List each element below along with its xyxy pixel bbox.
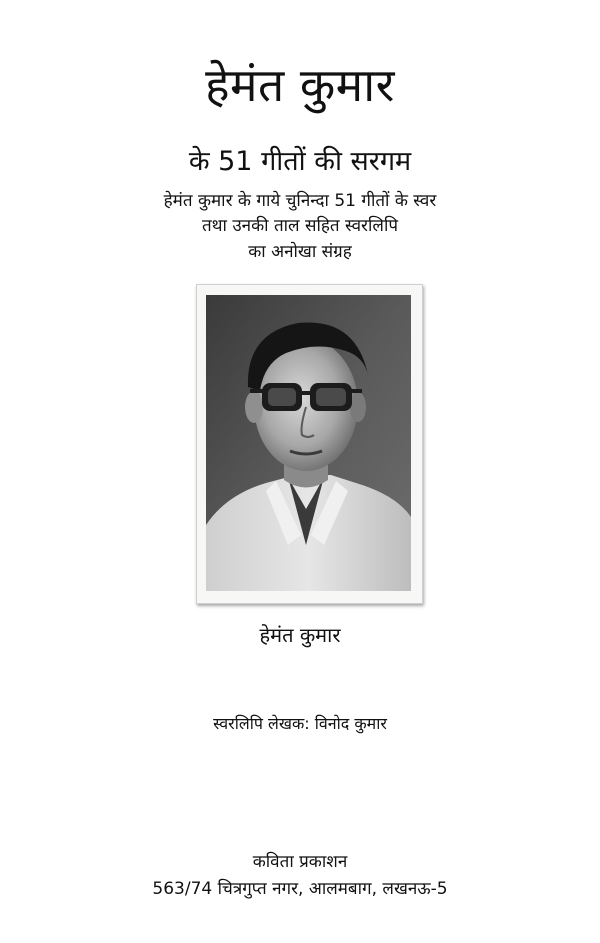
photo-caption: हेमंत कुमार [259, 623, 341, 647]
portrait-image [206, 295, 411, 591]
portrait-photo [196, 284, 423, 604]
book-subtitle: के 51 गीतों की सरगम [188, 146, 412, 177]
description-line-2: तथा उनकी ताल सहित स्वरलिपि [201, 216, 399, 236]
publisher-name: कविता प्रकाशन [252, 852, 348, 872]
description-line-1: हेमंत कुमार के गाये चुनिन्दा 51 गीतों के स्वर [163, 191, 437, 211]
publisher-address: 563/74 चित्रगुप्त नगर, आलमबाग, लखनऊ-5 [152, 879, 448, 899]
description-line-3: का अनोखा संग्रह [248, 242, 352, 262]
notation-author: स्वरलिपि लेखक: विनोद कुमार [213, 714, 387, 733]
book-title: हेमंत कुमार [205, 58, 395, 112]
